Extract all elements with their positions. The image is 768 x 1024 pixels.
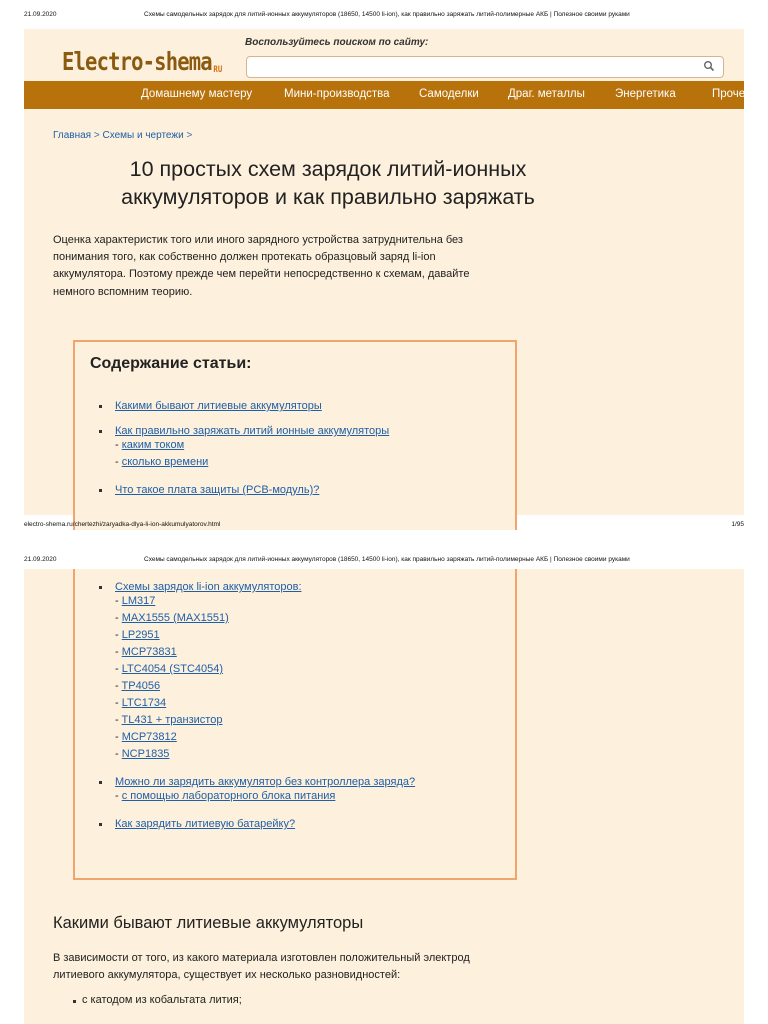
bullet (99, 823, 102, 826)
breadcrumb-separator: > (93, 130, 100, 141)
toc-link-tp4056[interactable]: TP4056 (121, 680, 161, 692)
toc-item (115, 776, 415, 805)
toc-link-current[interactable]: каким током (121, 439, 185, 451)
dash: - (115, 439, 119, 451)
toc-item (115, 400, 389, 412)
main-nav (24, 81, 744, 109)
toc-list (115, 400, 389, 496)
site-logo[interactable] (62, 47, 222, 76)
search-icon[interactable] (703, 60, 715, 72)
logo-text: Electro-shema (62, 47, 212, 76)
site-header (24, 29, 744, 81)
toc-subitem (115, 644, 415, 661)
dash: - (115, 663, 119, 675)
intro-paragraph (53, 232, 533, 301)
list-item-text: с катодом из кобальтата лития; (82, 994, 242, 1006)
dash: - (115, 595, 119, 607)
nav-item-homemade[interactable]: Самоделки (419, 88, 479, 100)
dash: - (115, 646, 119, 658)
toc-subitem (115, 678, 415, 695)
page-title-line-2: аккумуляторов и как правильно заряжать (121, 185, 535, 209)
toc-link-lithium-battery[interactable]: Как зарядить литиевую батарейку? (115, 818, 296, 830)
toc-subitem (115, 437, 389, 454)
breadcrumb (53, 130, 192, 141)
print-title: Схемы самодельных зарядок для литий-ионных аккумуляторов (18650, 14500 li-ion), как правильно заряжать литий-полимерные АКБ | Полезное своими руками (144, 556, 630, 563)
dash: - (115, 748, 119, 760)
toc-link-mcp73831[interactable]: MCP73831 (121, 646, 177, 658)
toc-link-ltc4054[interactable]: LTC4054 (STC4054) (121, 663, 224, 675)
page-title (58, 155, 598, 211)
page-content (24, 29, 744, 515)
intro-line: Оценка характеристик того или иного зарядного устройства затруднительна без (53, 234, 463, 246)
toc-link-ncp1835[interactable]: NCP1835 (121, 748, 170, 760)
toc-link-ltc1734[interactable]: LTC1734 (121, 697, 167, 709)
nav-item-other[interactable]: Проче (712, 88, 746, 100)
intro-line: аккумулятора. Поэтому прежде чем перейти непосредственно к схемам, давайте (53, 268, 470, 281)
toc-subitem (115, 593, 415, 610)
print-date: 21.09.2020 (24, 556, 57, 563)
toc-item (115, 818, 415, 830)
dash: - (115, 629, 119, 641)
toc-link-no-controller[interactable]: Можно ли зарядить аккумулятор без контроллера заряда? (115, 776, 416, 788)
bullet (99, 489, 102, 492)
print-page-number: 1/95 (731, 521, 744, 528)
toc-link-mcp73812[interactable]: MCP73812 (121, 731, 177, 743)
list-item (82, 994, 242, 1006)
breadcrumb-separator: > (186, 130, 193, 141)
intro-line: немного вспомним теорию. (53, 285, 193, 298)
table-of-contents-continued (73, 569, 517, 880)
section-paragraph-line: литиевого аккумулятора, существует их несколько разновидностей: (53, 969, 401, 981)
table-of-contents (73, 340, 517, 530)
toc-list (115, 581, 415, 830)
bullet (99, 781, 102, 784)
logo-suffix: RU (213, 65, 223, 75)
dash: - (115, 731, 119, 743)
breadcrumb-home[interactable]: Главная (53, 130, 92, 141)
toc-subitem (115, 661, 415, 678)
dash: - (115, 790, 119, 802)
toc-subitem (115, 746, 415, 763)
toc-item (115, 484, 389, 496)
intro-line: понимания того, как собственно должен протекать образцовый заряд li-ion (53, 251, 436, 264)
toc-subitem (115, 627, 415, 644)
nav-item-energy[interactable]: Энергетика (615, 88, 676, 100)
toc-item (115, 581, 415, 763)
toc-link-lithium-types[interactable]: Какими бывают литиевые аккумуляторы (115, 400, 322, 412)
nav-item-mini-production[interactable]: Мини-производства (284, 88, 390, 100)
dash: - (115, 697, 119, 709)
nav-item-home-master[interactable]: Домашнему мастеру (141, 88, 253, 100)
toc-link-protection-board[interactable]: Что такое плата защиты (PCB-модуль)? (115, 484, 320, 496)
toc-subitem (115, 695, 415, 712)
print-url: electro-shema.ru/chertezhi/zaryadka-dlya-li-ion-akkumulyatorov.html (24, 521, 221, 528)
section-paragraph-line: В зависимости от того, из какого материала изготовлен положительный электрод (53, 952, 470, 964)
toc-link-how-to-charge[interactable]: Как правильно заряжать литий ионные аккумуляторы (115, 425, 390, 437)
toc-subitem (115, 610, 415, 627)
bullet (99, 430, 102, 433)
dash: - (115, 456, 119, 468)
print-header (24, 556, 744, 566)
bullet (99, 586, 102, 589)
dash: - (115, 714, 119, 726)
search-input[interactable] (246, 56, 724, 78)
bullet (73, 1000, 76, 1003)
nav-item-precious-metals[interactable]: Драг. металлы (508, 88, 585, 100)
toc-link-lab-psu[interactable]: с помощью лабораторного блока питания (121, 790, 336, 802)
toc-link-charger-schemes[interactable]: Схемы зарядок li-ion аккумуляторов: (115, 581, 302, 593)
print-title: Схемы самодельных зарядок для литий-ионных аккумуляторов (18650, 14500 li-ion), как правильно заряжать литий-полимерные АКБ | Полезное своими руками (144, 11, 630, 18)
page-title-line-1: 10 простых схем зарядок литий-ионных (129, 157, 527, 181)
toc-subitem (115, 712, 415, 729)
toc-item (115, 425, 389, 471)
breadcrumb-section[interactable]: Схемы и чертежи (102, 130, 184, 141)
section-heading: Какими бывают литиевые аккумуляторы (53, 914, 364, 932)
toc-subitem (115, 454, 389, 471)
page-content-continued (24, 569, 744, 1024)
print-date: 21.09.2020 (24, 11, 57, 18)
print-header (24, 11, 744, 21)
toc-link-lm317[interactable]: LM317 (121, 595, 156, 607)
toc-title: Содержание статьи: (90, 355, 252, 372)
toc-subitem (115, 788, 415, 805)
search-label: Воспользуйтесь поиском по сайту: (245, 37, 429, 48)
toc-subitem (115, 729, 415, 746)
section-paragraph (53, 950, 533, 984)
toc-link-lp2951[interactable]: LP2951 (121, 629, 160, 641)
toc-link-tl431[interactable]: TL431 + транзистор (121, 714, 223, 726)
toc-link-max1555[interactable]: MAX1555 (MAX1551) (121, 612, 229, 624)
bullet (99, 405, 102, 408)
toc-link-time[interactable]: сколько времени (121, 456, 209, 468)
dash: - (115, 680, 119, 692)
dash: - (115, 612, 119, 624)
